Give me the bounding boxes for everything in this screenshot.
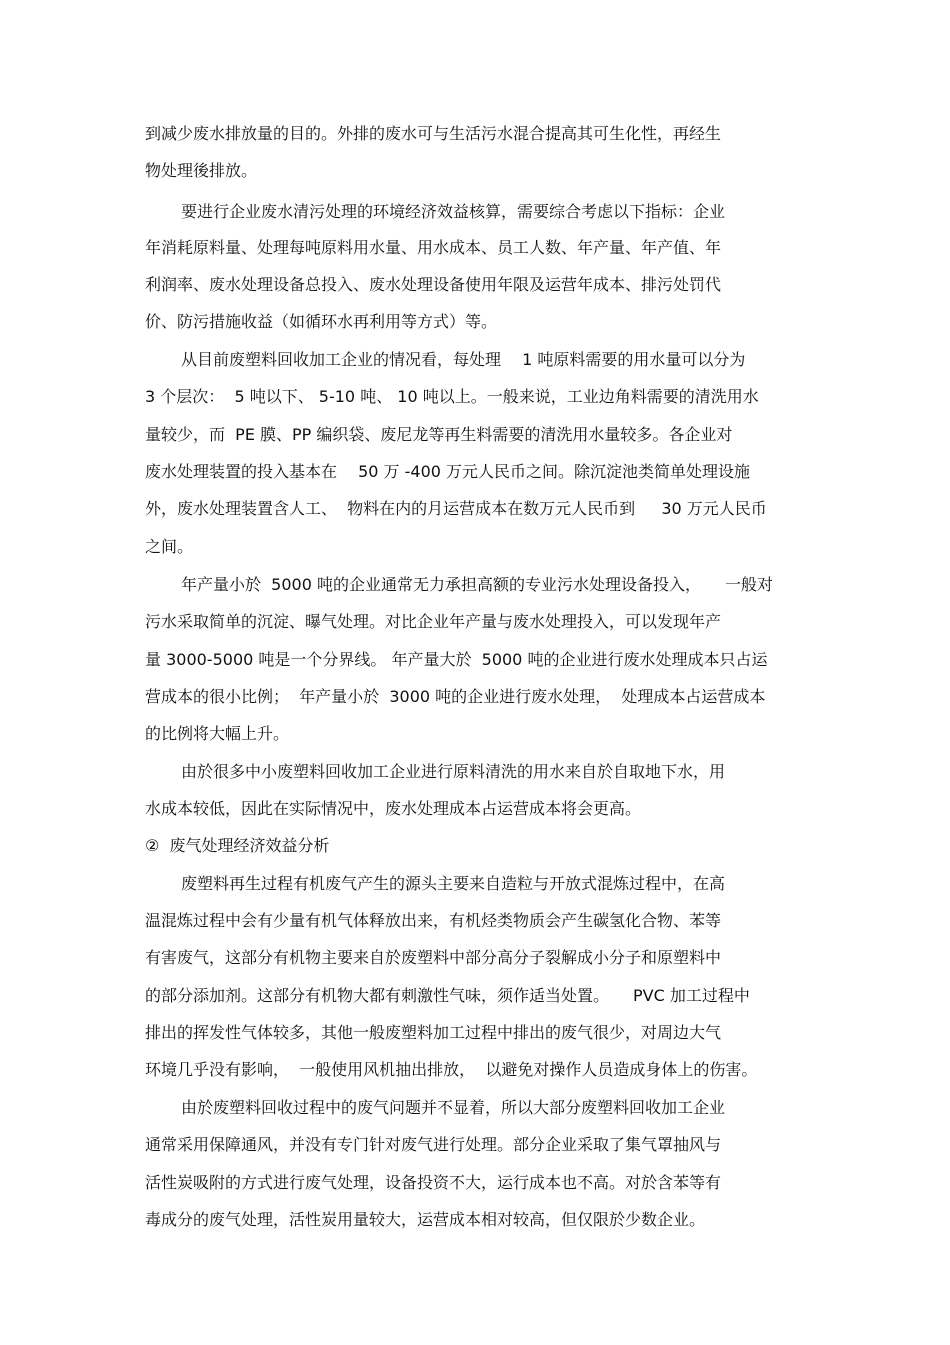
text-line: 量较少，而 PE 膜、PP 编织袋、废尼龙等再生料需要的清洗用水量较多。各企业对 [145, 425, 733, 444]
text-line: 年消耗原料量、处理每吨原料用水量、用水成本、员工人数、年产量、年产值、年 [145, 238, 722, 257]
section-heading: ② 废气处理经济效益分析 [145, 836, 330, 855]
text-line: 从目前废塑料回收加工企业的情况看，每处理 1 吨原料需要的用水量可以分为 [181, 350, 746, 369]
text-line: 的比例将大幅上升。 [145, 724, 290, 743]
text-line: 由於废塑料回收过程中的废气问题并不显着，所以大部分废塑料回收加工企业 [181, 1098, 726, 1117]
text-line: 量 3000-5000 吨是一个分界线。 年产量大於 5000 吨的企业进行废水处理成本只占运 [145, 650, 768, 669]
text-line: 年产量小於 5000 吨的企业通常无力承担高额的专业污水处理设备投入， 一般对 [181, 575, 773, 594]
text-line: 排出的挥发性气体较多，其他一般废塑料加工过程中排出的废气很少，对周边大气 [145, 1023, 722, 1042]
text-line: 物处理後排放。 [145, 161, 258, 180]
text-line: 废塑料再生过程有机废气产生的源头主要来自造粒与开放式混炼过程中，在高 [181, 874, 726, 893]
text-line: 毒成分的废气处理，活性炭用量较大，运营成本相对较高，但仅限於少数企业。 [145, 1210, 706, 1229]
text-line: 3 个层次： 5 吨以下、 5-10 吨、 10 吨以上。一般来说，工业边角料需要的清洗用水 [145, 387, 759, 406]
text-line: 活性炭吸附的方式进行废气处理，设备投资不大，运行成本也不高。对於含苯等有 [145, 1173, 722, 1192]
text-line: 的部分添加剂。这部分有机物大都有刺激性气味，须作适当处置。 PVC 加工过程中 [145, 986, 750, 1005]
text-line: 污水采取简单的沉淀、曝气处理。对比企业年产量与废水处理投入，可以发现年产 [145, 612, 722, 631]
text-line: 温混炼过程中会有少量有机气体释放出来，有机烃类物质会产生碳氢化合物、苯等 [145, 911, 722, 930]
text-line: 利润率、废水处理设备总投入、废水处理设备使用年限及运营年成本、排污处罚代 [145, 275, 722, 294]
text-line: 外，废水处理装置含人工、 物料在内的月运营成本在数万元人民币到 30 万元人民币 [145, 499, 767, 518]
text-line: 之间。 [145, 537, 194, 556]
text-line: 营成本的很小比例； 年产量小於 3000 吨的企业进行废水处理， 处理成本占运营成本 [145, 687, 766, 706]
text-line: 由於很多中小废塑料回收加工企业进行原料清洗的用水来自於自取地下水，用 [181, 762, 726, 781]
text-line: 通常采用保障通风，并没有专门针对废气进行处理。部分企业采取了集气罩抽风与 [145, 1135, 722, 1154]
text-line: 水成本较低，因此在实际情况中，废水处理成本占运营成本将会更高。 [145, 799, 642, 818]
text-line: 有害废气，这部分有机物主要来自於废塑料中部分高分子裂解成小分子和原塑料中 [145, 948, 722, 967]
text-line: 到减少废水排放量的目的。外排的废水可与生活污水混合提高其可生化性，再经生 [145, 124, 722, 143]
text-line: 价、防污措施收益（如循环水再利用等方式）等。 [145, 312, 498, 331]
text-line: 废水处理装置的投入基本在 50 万 -400 万元人民币之间。除沉淀池类简单处理设施 [145, 462, 751, 481]
text-line: 要进行企业废水清污处理的环境经济效益核算，需要综合考虑以下指标：企业 [181, 202, 726, 221]
text-line: 环境几乎没有影响， 一般使用风机抽出排放， 以避免对操作人员造成身体上的伤害。 [145, 1060, 758, 1079]
